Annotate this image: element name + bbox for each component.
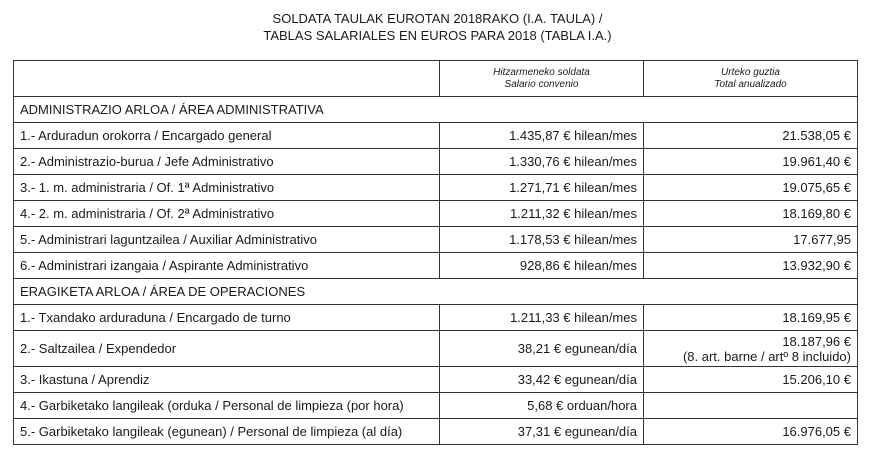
total-value: 18.187,96 € bbox=[782, 333, 851, 349]
salary-cell: 1.435,87 € hilean/mes bbox=[440, 123, 644, 149]
table-row bbox=[14, 149, 858, 175]
category-cell: 5.- Administrari laguntzailea / Auxiliar Administrativo bbox=[14, 227, 440, 253]
category-cell: 3.- Ikastuna / Aprendiz bbox=[14, 367, 440, 393]
section-header-row bbox=[14, 279, 858, 305]
total-cell: 18.169,95 € bbox=[644, 305, 858, 331]
table-row bbox=[14, 227, 858, 253]
document-title-line-2: TABLAS SALARIALES EN EUROS PARA 2018 (TABLA I.A.) bbox=[263, 28, 612, 43]
header-total-anualizado bbox=[644, 61, 858, 97]
total-cell: 16.976,05 € bbox=[644, 419, 858, 445]
header-salary-line-1: Hitzarmeneko soldata bbox=[493, 66, 590, 78]
category-cell: 2.- Saltzailea / Expendedor bbox=[14, 331, 440, 367]
salary-cell: 5,68 € orduan/hora bbox=[440, 393, 644, 419]
category-cell: 4.- Garbiketako langileak (orduka / Personal de limpieza (por hora) bbox=[14, 393, 440, 419]
header-total-line-2: Total anualizado bbox=[714, 78, 787, 90]
section-title: ERAGIKETA ARLOA / ÁREA DE OPERACIONES bbox=[14, 279, 858, 305]
total-cell: 15.206,10 € bbox=[644, 367, 858, 393]
category-cell: 3.- 1. m. administraria / Of. 1ª Administrativo bbox=[14, 175, 440, 201]
header-total-line-1: Urteko guztia bbox=[721, 66, 780, 78]
header-salary-convenio bbox=[440, 61, 644, 97]
total-cell: 19.075,65 € bbox=[644, 175, 858, 201]
salary-cell: 37,31 € egunean/día bbox=[440, 419, 644, 445]
salary-cell: 1.211,33 € hilean/mes bbox=[440, 305, 644, 331]
table-row bbox=[14, 419, 858, 445]
total-cell: 18.169,80 € bbox=[644, 201, 858, 227]
table-header-row bbox=[14, 61, 858, 97]
salary-table bbox=[13, 60, 858, 445]
salary-cell: 1.330,76 € hilean/mes bbox=[440, 149, 644, 175]
table-row bbox=[14, 123, 858, 149]
table-row bbox=[14, 305, 858, 331]
header-empty-cell bbox=[14, 61, 440, 97]
total-cell bbox=[644, 331, 858, 367]
category-cell: 4.- 2. m. administraria / Of. 2ª Administrativo bbox=[14, 201, 440, 227]
table-row bbox=[14, 175, 858, 201]
salary-cell: 928,86 € hilean/mes bbox=[440, 253, 644, 279]
header-salary-line-2: Salario convenio bbox=[504, 78, 579, 90]
salary-cell: 1.271,71 € hilean/mes bbox=[440, 175, 644, 201]
category-cell: 5.- Garbiketako langileak (egunean) / Personal de limpieza (al día) bbox=[14, 419, 440, 445]
category-cell: 6.- Administrari izangaia / Aspirante Administrativo bbox=[14, 253, 440, 279]
salary-cell: 38,21 € egunean/día bbox=[440, 331, 644, 367]
total-cell bbox=[644, 393, 858, 419]
total-cell: 21.538,05 € bbox=[644, 123, 858, 149]
total-note: (8. art. barne / artº 8 incluido) bbox=[682, 348, 851, 364]
total-cell: 19.961,40 € bbox=[644, 149, 858, 175]
category-cell: 1.- Arduradun orokorra / Encargado general bbox=[14, 123, 440, 149]
salary-cell: 1.178,53 € hilean/mes bbox=[440, 227, 644, 253]
table-row bbox=[14, 253, 858, 279]
total-cell: 17.677,95 bbox=[644, 227, 858, 253]
document-title-line-1: SOLDATA TAULAK EUROTAN 2018RAKO (I.A. TAULA) / bbox=[272, 11, 603, 26]
table-row bbox=[14, 201, 858, 227]
category-cell: 2.- Administrazio-burua / Jefe Administrativo bbox=[14, 149, 440, 175]
table-row bbox=[14, 367, 858, 393]
salary-cell: 1.211,32 € hilean/mes bbox=[440, 201, 644, 227]
table-row bbox=[14, 393, 858, 419]
section-header-row bbox=[14, 97, 858, 123]
section-title: ADMINISTRAZIO ARLOA / ÁREA ADMINISTRATIVA bbox=[14, 97, 858, 123]
table-row bbox=[14, 331, 858, 367]
total-cell: 13.932,90 € bbox=[644, 253, 858, 279]
category-cell: 1.- Txandako arduraduna / Encargado de turno bbox=[14, 305, 440, 331]
salary-cell: 33,42 € egunean/día bbox=[440, 367, 644, 393]
